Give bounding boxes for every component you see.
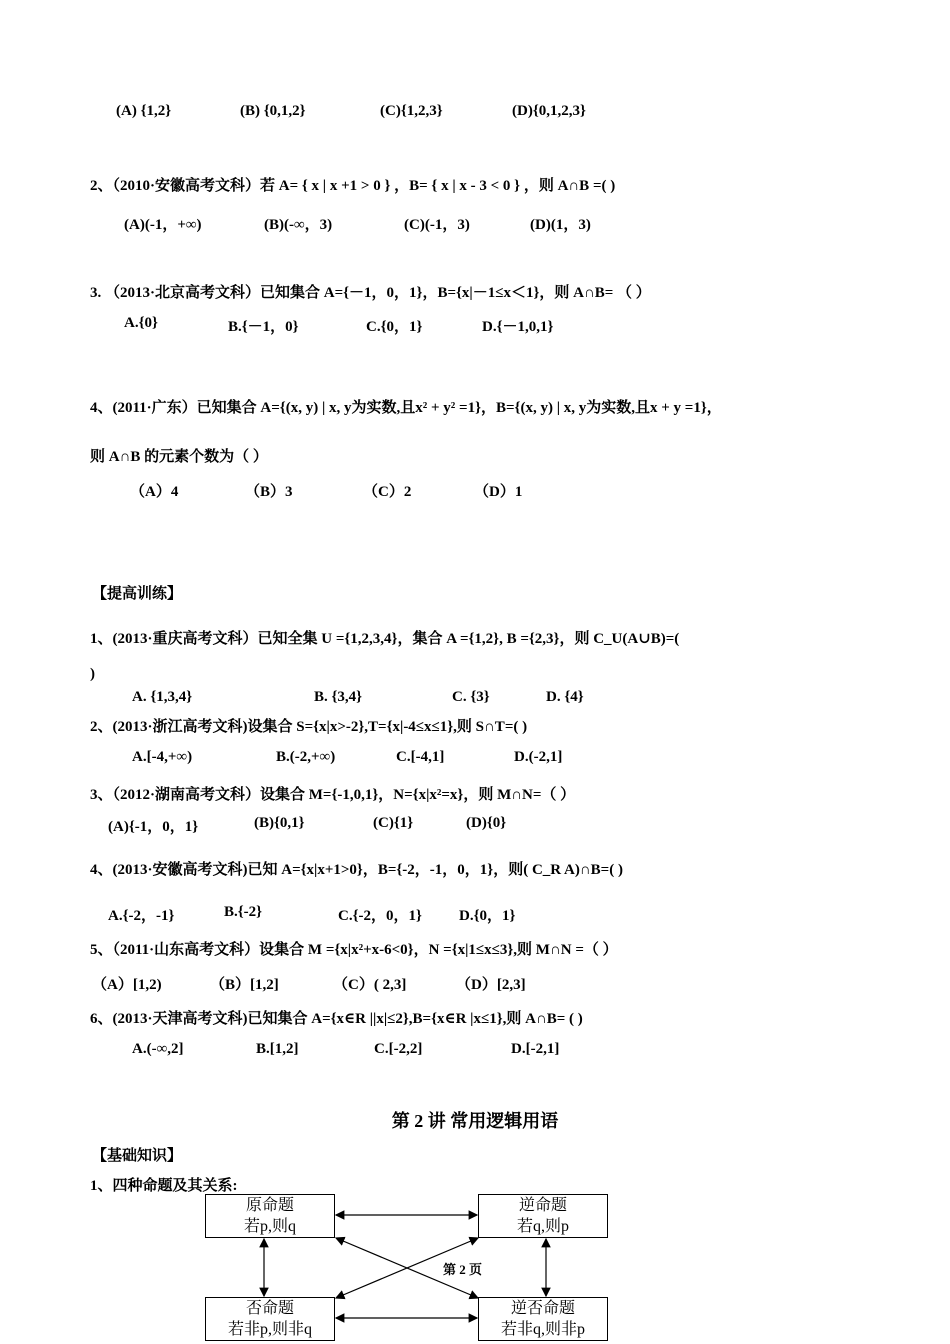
page-number: 第 2 页 <box>441 1259 484 1278</box>
option-d: D.[-2,1] <box>511 1041 560 1057</box>
section-heading: 【提高训练】 <box>92 586 183 602</box>
question-stem: 5、（2011·山东高考文科）设集合 M ={x|x²+x-6<0}，N ={x|1≤x≤3},则 M∩N =（ ） <box>90 942 618 958</box>
option-a: (A){-1，0，1} <box>108 819 199 835</box>
box-title: 逆命题 <box>518 1197 567 1214</box>
section-title: 第 2 讲 常用逻辑用语 <box>391 1111 559 1131</box>
option-d: (D)(1，3) <box>530 217 591 233</box>
box-title: 逆否命题 <box>510 1300 575 1317</box>
box-form: 若q,则p <box>516 1218 569 1235</box>
question-stem: 6、(2013·天津高考文科)已知集合 A={x∈R ||x|≤2},B={x∈R |x≤1},则 A∩B= ( ) <box>90 1011 583 1027</box>
option-a: (A) {1,2} <box>116 103 172 119</box>
option-a: （A）[1,2) <box>92 977 162 993</box>
question-stem: 4、(2011·广东）已知集合 A={(x, y) | x, y为实数,且x² + y² =1}，B={(x, y) | x, y为实数,且x + y =1}， <box>90 400 722 416</box>
option-a: A.{-2，-1} <box>108 908 175 924</box>
question-stem: 2、(2013·浙江高考文科)设集合 S={x|x>-2},T={x|-4≤x≤1},则 S∩T=( ) <box>90 719 528 735</box>
option-c: C.[-4,1] <box>396 749 445 765</box>
option-d: （D）[2,3] <box>456 977 526 993</box>
option-c: (C){1,2,3} <box>380 103 443 119</box>
option-b: (B){0,1} <box>254 815 305 831</box>
option-c: （C）2 <box>363 484 412 500</box>
option-a: A.(-∞,2] <box>132 1041 184 1057</box>
option-b: B.{－1，0} <box>228 319 299 335</box>
question-stem-continued: 则 A∩B 的元素个数为（ ） <box>90 449 268 465</box>
option-b: B.(-2,+∞) <box>276 749 336 765</box>
option-b: (B)(-∞，3) <box>264 217 333 233</box>
question-stem: 1、(2013·重庆高考文科）已知全集 U ={1,2,3,4}，集合 A ={1,2}, B ={2,3}，则 C_U(A∪B)=( <box>90 631 680 647</box>
option-c: C.{-2，0，1} <box>338 908 422 924</box>
option-a: A.[-4,+∞) <box>132 749 193 765</box>
option-a: (A)(-1，+∞) <box>124 217 202 233</box>
option-b: (B) {0,1,2} <box>240 103 306 119</box>
option-b: （B）3 <box>245 484 293 500</box>
box-title: 否命题 <box>245 1300 294 1317</box>
option-c: （C）( 2,3] <box>333 977 407 993</box>
box-title: 原命题 <box>245 1197 294 1214</box>
section-heading: 【基础知识】 <box>92 1148 183 1164</box>
contrapositive-proposition-box <box>478 1297 608 1341</box>
box-form: 若p,则q <box>243 1218 296 1235</box>
option-b: B.{-2} <box>224 904 263 920</box>
question-stem: 3、（2012·湖南高考文科）设集合 M={-1,0,1}，N={x|x²=x}，则 M∩N=（ ） <box>90 787 576 803</box>
option-b: （B）[1,2] <box>210 977 279 993</box>
option-b: B. {3,4} <box>314 689 363 705</box>
option-c: C. {3} <box>452 689 490 705</box>
option-a: （A）4 <box>130 484 179 500</box>
option-a: A. {1,3,4} <box>132 689 193 705</box>
option-d: D.{－1,0,1} <box>482 319 554 335</box>
converse-proposition-box <box>478 1194 608 1238</box>
question-stem: 4、(2013·安徽高考文科)已知 A={x|x+1>0}，B={-2，-1，0，1}，则( C_R A)∩B=( ) <box>90 862 623 878</box>
option-d: （D）1 <box>474 484 523 500</box>
option-d: (D){0,1,2,3} <box>512 103 586 119</box>
question-stem-continued: ) <box>90 666 95 682</box>
question-stem: 3. （2013·北京高考文科）已知集合 A={－1，0，1}，B={x|－1≤x＜1}，则 A∩B= （ ） <box>90 285 651 301</box>
option-c: C.[-2,2] <box>374 1041 423 1057</box>
option-a: A.{0} <box>124 315 158 331</box>
box-form: 若非p,则非q <box>227 1321 312 1338</box>
option-d: D. {4} <box>546 689 584 705</box>
original-proposition-box <box>205 1194 335 1238</box>
option-d: (D){0} <box>466 815 507 831</box>
option-c: (C){1} <box>373 815 414 831</box>
option-d: D.(-2,1] <box>514 749 563 765</box>
inverse-proposition-box <box>205 1297 335 1341</box>
box-form: 若非q,则非p <box>500 1321 585 1338</box>
option-c: (C)(-1，3) <box>404 217 470 233</box>
option-d: D.{0，1} <box>459 908 516 924</box>
option-b: B.[1,2] <box>256 1041 299 1057</box>
option-c: C.{0，1} <box>366 319 423 335</box>
item-heading: 1、四种命题及其关系: <box>90 1178 238 1194</box>
question-stem: 2、（2010·安徽高考文科）若 A= { x | x +1 > 0 } ，B= { x | x - 3 < 0 } ，则 A∩B =( ) <box>90 178 616 194</box>
